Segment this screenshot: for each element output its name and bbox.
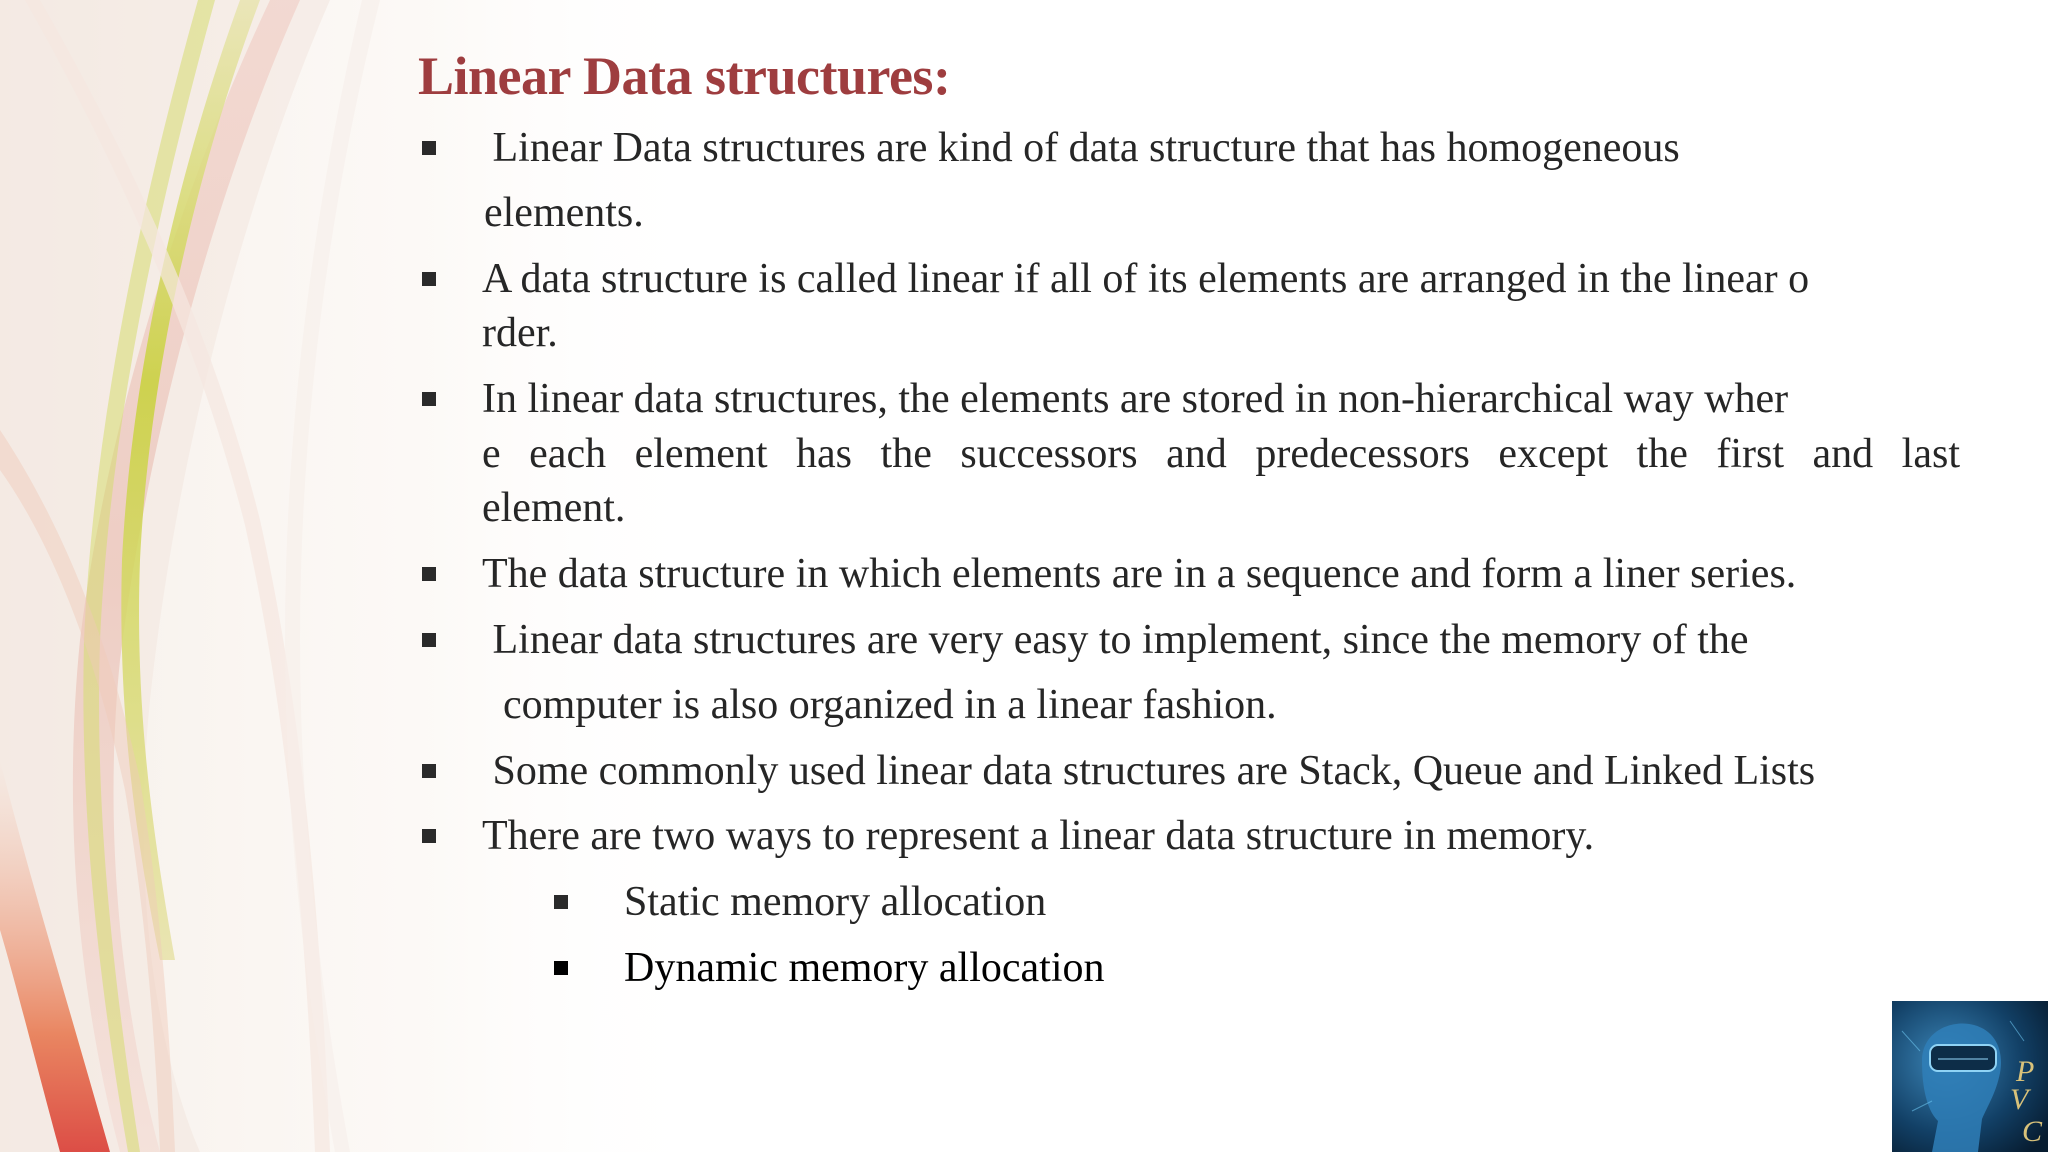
svg-text:C: C	[2022, 1115, 2043, 1148]
slide-title: Linear Data structures:	[418, 46, 951, 106]
channel-logo	[1892, 1001, 2048, 1152]
bullet-text: computer is also organized in a linear fashion.	[482, 682, 1277, 728]
bullet-marker	[554, 961, 568, 975]
bullet-text: The data structure in which elements are in a sequence and form a liner series.	[482, 551, 1797, 597]
svg-text:P: P	[2016, 1055, 2035, 1088]
bullet-text: Linear data structures are very easy to implement, since the memory of the	[482, 617, 1749, 663]
svg-text:V: V	[2010, 1083, 2029, 1116]
bullet-text: elements.	[484, 190, 644, 236]
bullet-text: Linear Data structures are kind of data structure that has homogeneous	[482, 125, 1680, 171]
sub-bullet-text: Dynamic memory allocation	[624, 945, 1105, 991]
bullet-marker	[422, 764, 436, 778]
bullet-marker	[422, 392, 436, 406]
bullet-text: e each element has the successors and predecessors except the first and last	[482, 431, 1960, 477]
bullet-text: There are two ways to represent a linear data structure in memory.	[482, 813, 1595, 859]
bullet-marker	[422, 633, 436, 647]
bullet-marker	[422, 141, 436, 155]
logo-graphic-icon	[1892, 1001, 2048, 1152]
bullet-text: Some commonly used linear data structures are Stack, Queue and Linked Lists	[482, 748, 1816, 794]
bullet-text: rder.	[482, 310, 558, 356]
bullet-marker	[554, 895, 568, 909]
bullet-marker	[422, 567, 436, 581]
bullet-text: In linear data structures, the elements are stored in non-hierarchical way wher	[482, 376, 1789, 422]
bullet-marker	[422, 272, 436, 286]
bullet-text: element.	[482, 485, 626, 531]
bullet-marker	[422, 829, 436, 843]
bullet-text: A data structure is called linear if all of its elements are arranged in the linear o	[482, 256, 1810, 302]
sub-bullet-text: Static memory allocation	[624, 879, 1047, 925]
